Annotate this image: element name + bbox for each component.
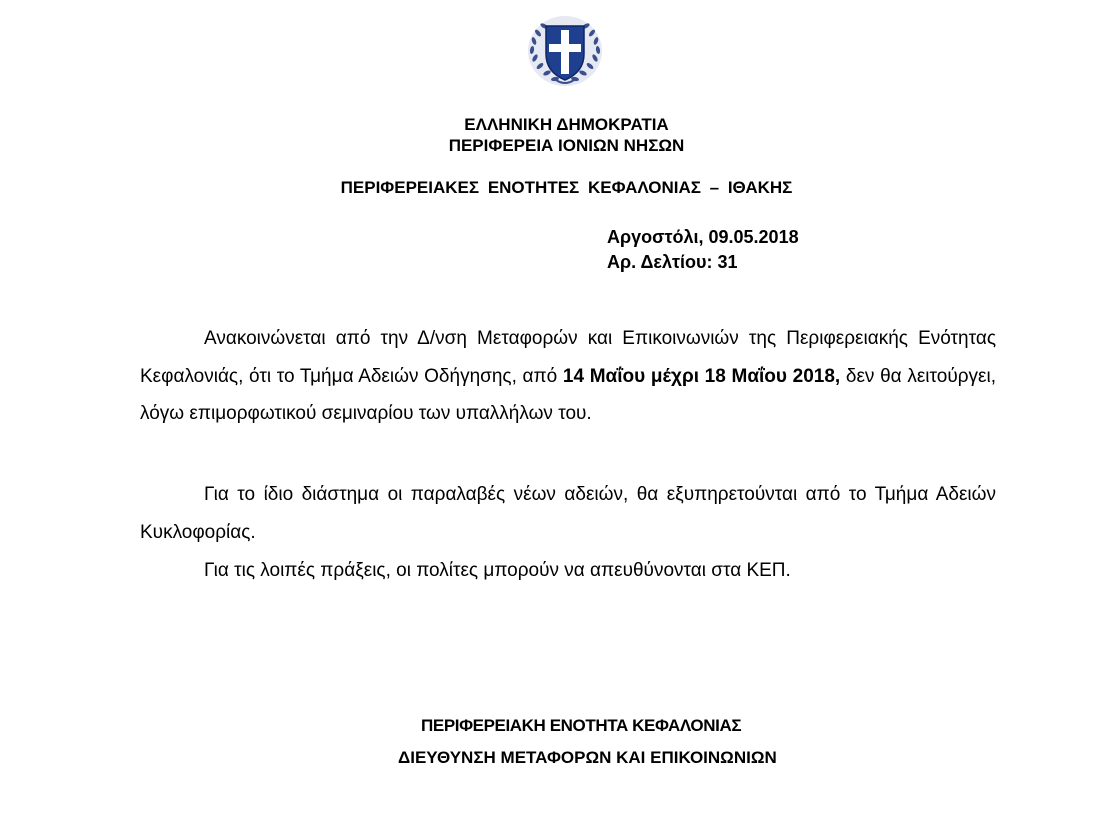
- footer-regional-unit: ΠΕΡΙΦΕΡΕΙΑΚΗ ΕΝΟΤΗΤΑ ΚΕΦΑΛΟΝΙΑΣ: [421, 716, 742, 735]
- greek-emblem-icon: [526, 14, 604, 88]
- announcement-paragraph-3: [140, 552, 996, 590]
- announcement-paragraph-2: [140, 476, 996, 551]
- paragraph-1-dates: 14 Μαΐου μέχρι 18 Μαΐου 2018,: [562, 365, 841, 387]
- paragraph-3-text: Για τις λοιπές πράξεις, οι πολίτες μπορούν να απευθύνονται στα ΚΕΠ.: [204, 560, 791, 581]
- header-region: ΠΕΡΙΦΕΡΕΙΑ ΙΟΝΙΩΝ ΝΗΣΩΝ: [448, 136, 685, 155]
- paragraph-1-text-b: δεν θα λειτούργει, λόγω επιμορφωτικού σεμιναρίου των υπαλλήλων του.: [140, 365, 996, 424]
- paragraph-1-text-a: Ανακοινώνεται από την Δ/νση Μεταφορών και Επικοινωνιών της Περιφερειακής Ενότητας Κεφαλονιάς, ότι το Τμήμα Αδειών Οδήγησης, από: [140, 328, 996, 387]
- bulletin-number: Αρ. Δελτίου: 31: [607, 252, 738, 272]
- announcement-paragraph-1: [140, 320, 996, 433]
- footer-directorate: ΔΙΕΥΘΥΝΣΗ ΜΕΤΑΦΟΡΩΝ ΚΑΙ ΕΠΙΚΟΙΝΩΝΙΩΝ: [398, 748, 777, 767]
- place-date: Αργοστόλι, 09.05.2018: [607, 227, 799, 247]
- paragraph-2-text: Για το ίδιο διάστημα οι παραλαβές νέων αδειών, θα εξυπηρετούνται από το Τμήμα Αδειών Κυκλοφορίας.: [140, 484, 996, 543]
- header-regional-units: ΠΕΡΙΦΕΡΕΙΑΚΕΣ ΕΝΟΤΗΤΕΣ ΚΕΦΑΛΟΝΙΑΣ – ΙΘΑΚΗΣ: [340, 178, 793, 197]
- header-country: ΕΛΛΗΝΙΚΗ ΔΗΜΟΚΡΑΤΙΑ: [464, 115, 669, 134]
